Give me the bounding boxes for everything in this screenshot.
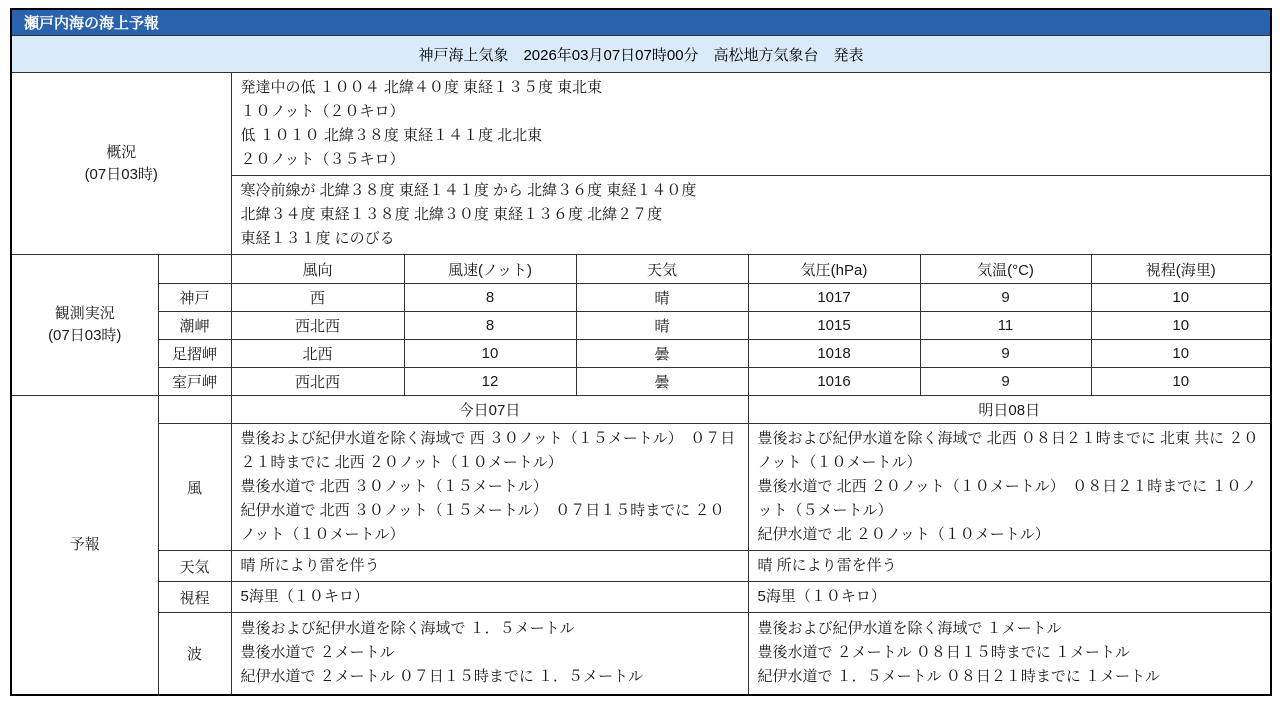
obs-cell: 晴 [576, 312, 748, 340]
overview-line: 発達中の低 １００４ 北緯４０度 東経１３５度 東北東 [240, 79, 603, 96]
obs-cell: 1018 [748, 340, 920, 368]
overview-label-time: (07日03時) [84, 165, 158, 183]
forecast-visibility-tomorrow: 5海里（１０キロ） [748, 582, 1271, 613]
observations-label-text: 観測実況 [54, 305, 115, 322]
forecast-line: 紀伊水道で １．５メートル ０８日２１時までに １メートル [757, 668, 1161, 686]
obs-cell: 曇 [576, 368, 748, 396]
overview-line: 東経１３１度 にのびる [240, 230, 395, 247]
forecast-category-wave: 波 [158, 613, 231, 695]
station-name: 潮岬 [158, 312, 231, 340]
obs-cell: 西北西 [231, 368, 404, 396]
obs-col-header-visibility: 視程(海里) [1091, 255, 1271, 284]
obs-col-header-wind-direction: 風向 [231, 255, 404, 284]
obs-cell: 9 [920, 340, 1091, 368]
table-row [11, 312, 1271, 340]
forecast-category-visibility: 視程 [158, 582, 231, 613]
forecast-line: 紀伊水道で 北西 ３０ノット（１５メートル） ０７日１５時までに ２０ノット（１０メートル） [240, 502, 725, 543]
table-row [11, 368, 1271, 396]
forecast-line: 豊後および紀伊水道を除く海域で １．５メートル [240, 620, 575, 638]
station-column-header [158, 255, 231, 284]
overview-label [11, 73, 231, 255]
forecast-line: 紀伊水道で ２メートル ０７日１５時までに １．５メートル [240, 668, 644, 686]
station-name: 足摺岬 [158, 340, 231, 368]
issued-info: 神戸海上気象 2026年03月07日07時00分 高松地方気象台 発表 [11, 36, 1271, 73]
station-name: 室戸岬 [158, 368, 231, 396]
forecast-day-header-tomorrow: 明日08日 [748, 396, 1271, 424]
obs-cell: 10 [1091, 312, 1271, 340]
forecast-category-weather: 天気 [158, 551, 231, 582]
forecast-wind-today [231, 424, 748, 551]
forecast-line: 紀伊水道で 北 ２０ノット（１０メートル） [757, 526, 1050, 543]
forecast-line: 豊後および紀伊水道を除く海域で 北西 ０８日２１時までに 北東 共に ２０ノット（１０メートル） [757, 430, 1259, 471]
obs-cell: 1015 [748, 312, 920, 340]
forecast-line: 豊後および紀伊水道を除く海域で １メートル [757, 620, 1062, 638]
forecast-line: 豊後水道で ２メートル ０８日１５時までに １メートル [757, 644, 1131, 662]
table-row [11, 424, 1271, 551]
overview-line: ２０ノット（３５キロ） [240, 151, 405, 168]
obs-cell: 曇 [576, 340, 748, 368]
obs-cell: 北西 [231, 340, 404, 368]
forecast-line: 豊後および紀伊水道を除く海域で 西 ３０ノット（１５メートル） ０７日２１時までに 北西 ２０ノット（１０メートル） [240, 430, 736, 471]
obs-col-header-weather: 天気 [576, 255, 748, 284]
obs-cell: 8 [404, 312, 576, 340]
obs-cell: 9 [920, 284, 1091, 312]
forecast-weather-today: 晴 所により雷を伴う [231, 551, 748, 582]
overview-label-text: 概況 [106, 143, 137, 161]
forecast-weather-tomorrow: 晴 所により雷を伴う [748, 551, 1271, 582]
forecast-line: 豊後水道で 北西 ３０ノット（１５メートル） [240, 478, 548, 495]
obs-cell: 10 [1091, 368, 1271, 396]
obs-cell: 10 [1091, 284, 1271, 312]
obs-cell: 12 [404, 368, 576, 396]
table-row [11, 284, 1271, 312]
obs-cell: 1016 [748, 368, 920, 396]
forecast-wind-tomorrow [748, 424, 1271, 551]
observations-label-time: (07日03時) [48, 327, 122, 344]
forecast-day-header-today: 今日07日 [231, 396, 748, 424]
overview-line: 北緯３４度 東経１３８度 北緯３０度 東経１３６度 北緯２７度 [240, 206, 663, 223]
forecast-wave-today [231, 613, 748, 695]
obs-cell: 11 [920, 312, 1091, 340]
forecast-category-header-empty [158, 396, 231, 424]
forecast-label: 予報 [11, 396, 158, 695]
forecast-line: 豊後水道で 北西 ２０ノット（１０メートル） ０８日２１時までに １０ノット（５メートル） [757, 478, 1257, 519]
obs-col-header-temperature: 気温(°C) [920, 255, 1091, 284]
overview-line: 寒冷前線が 北緯３８度 東経１４１度 から 北緯３６度 東経１４０度 [240, 182, 697, 199]
marine-forecast-table [10, 8, 1272, 696]
obs-cell: 西 [231, 284, 404, 312]
table-row [11, 340, 1271, 368]
obs-cell: 西北西 [231, 312, 404, 340]
overview-line: １０ノット（２０キロ） [240, 103, 405, 120]
page-title: 瀬戸内海の海上予報 [11, 9, 1271, 36]
overview-block2 [231, 176, 1271, 255]
table-row [11, 613, 1271, 695]
obs-cell: 1017 [748, 284, 920, 312]
obs-cell: 10 [404, 340, 576, 368]
overview-block1 [231, 73, 1271, 176]
forecast-category-wind: 風 [158, 424, 231, 551]
obs-cell: 9 [920, 368, 1091, 396]
forecast-visibility-today: 5海里（１０キロ） [231, 582, 748, 613]
observations-label [11, 255, 158, 396]
forecast-wave-tomorrow [748, 613, 1271, 695]
table-row [11, 551, 1271, 582]
forecast-line: 豊後水道で ２メートル [240, 644, 395, 662]
station-name: 神戸 [158, 284, 231, 312]
table-row [11, 582, 1271, 613]
obs-col-header-pressure: 気圧(hPa) [748, 255, 920, 284]
obs-col-header-wind-speed: 風速(ノット) [404, 255, 576, 284]
obs-cell: 晴 [576, 284, 748, 312]
obs-cell: 10 [1091, 340, 1271, 368]
obs-cell: 8 [404, 284, 576, 312]
overview-line: 低 １０１０ 北緯３８度 東経１４１度 北北東 [240, 127, 543, 144]
